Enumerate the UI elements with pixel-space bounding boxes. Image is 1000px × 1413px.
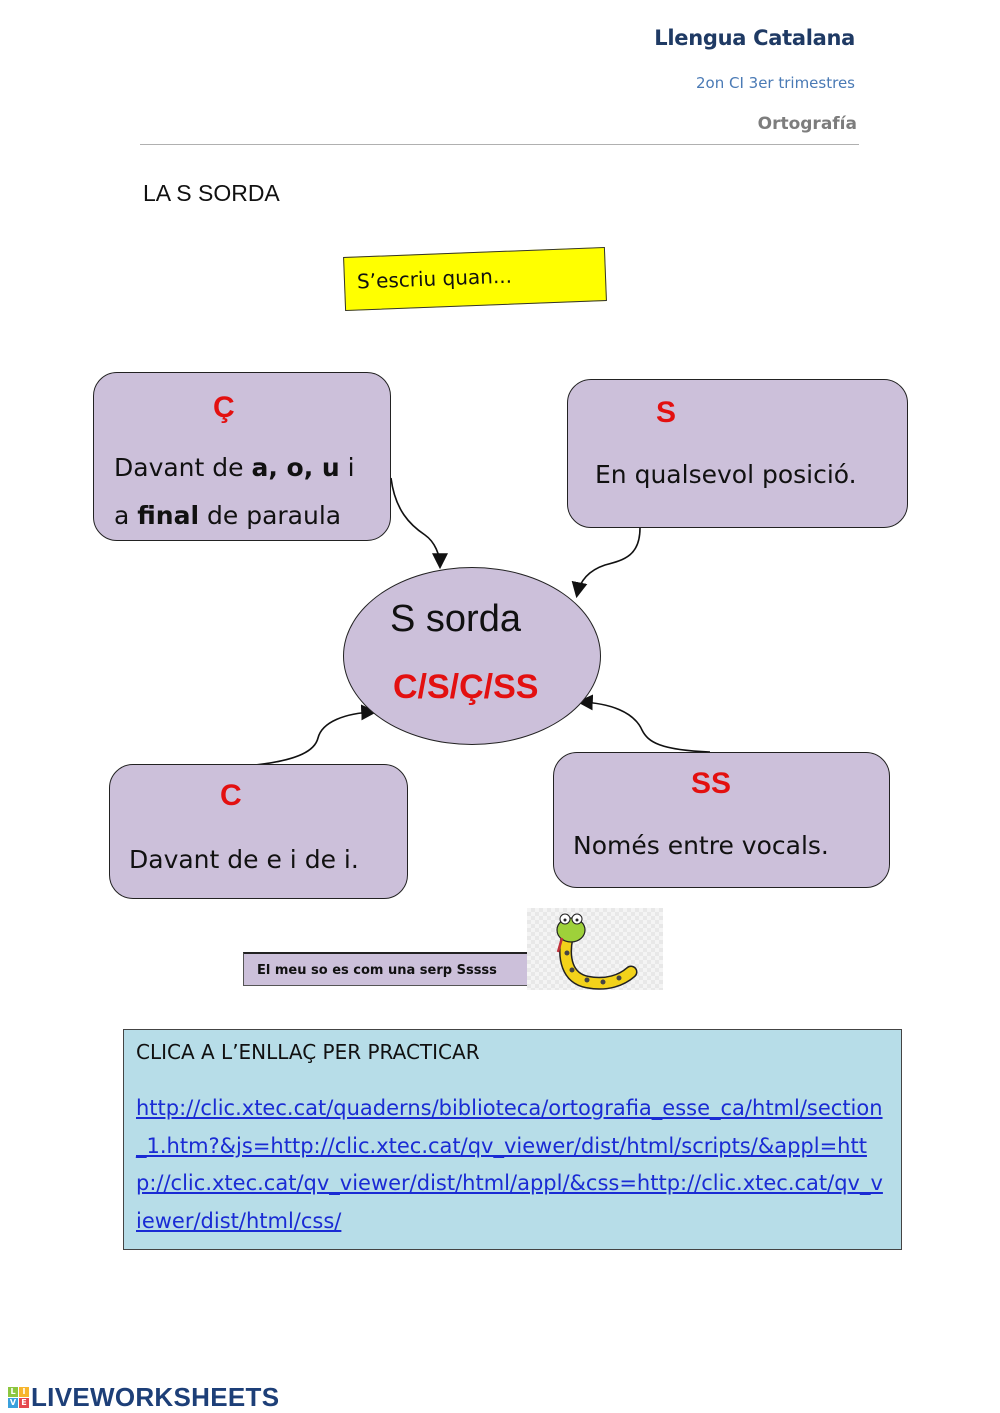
arrow-cedilla-to-center xyxy=(391,478,440,566)
practice-heading: CLICA A L’ENLLAÇ PER PRACTICAR xyxy=(136,1040,480,1064)
logo-wordmark: LIVEWORKSHEETS xyxy=(31,1382,280,1412)
snake-illustration xyxy=(527,908,663,990)
arrow-ss-to-center xyxy=(580,702,710,752)
rule-letter: S xyxy=(656,396,677,429)
arrow-s-to-center xyxy=(577,528,640,595)
rule-description-line2: a final de paraula xyxy=(114,501,342,530)
rule-box-s xyxy=(567,379,908,528)
arrow-c-to-center xyxy=(255,712,374,765)
sticky-note-text: S’escriu quan... xyxy=(356,263,513,294)
page-title: LA S SORDA xyxy=(143,180,280,206)
rule-description: Davant de e i de i. xyxy=(129,845,359,874)
rule-box-ss xyxy=(553,752,890,888)
rule-description: En qualsevol posició. xyxy=(595,460,857,489)
center-title: S sorda xyxy=(390,598,521,640)
subject-title: Llengua Catalana xyxy=(654,26,855,50)
center-letters: C/S/Ç/SS xyxy=(393,668,539,706)
liveworksheets-logo[interactable] xyxy=(8,1382,279,1413)
rule-letter: C xyxy=(220,779,242,812)
practice-link[interactable]: http://clic.xtec.cat/quaderns/biblioteca/ortografia_esse_ca/html/section_1.htm?&js=http://clic.xtec.cat/qv_viewer/dist/html/scripts/&appl=http://clic.xtec.cat/qv_viewer/dist/html/appl/&css=http://clic.xtec.cat/qv_viewer/dist/html/css/ xyxy=(136,1096,883,1233)
rule-description: Només entre vocals. xyxy=(573,831,829,860)
rule-letter: Ç xyxy=(213,391,235,424)
rule-box-cedilla xyxy=(93,372,391,541)
snake-caption: El meu so es com una serp Sssss xyxy=(257,963,497,978)
center-concept xyxy=(343,567,601,745)
snake-icon xyxy=(527,908,663,990)
logo-mark-icon: L I V E xyxy=(8,1387,29,1408)
topic-label: Ortografía xyxy=(757,114,857,134)
rule-letter: SS xyxy=(691,767,732,800)
rule-box-c xyxy=(109,764,408,899)
rule-description: Davant de a, o, u i xyxy=(114,453,355,482)
course-label: 2on CI 3er trimestres xyxy=(695,74,855,92)
snake-caption-bar xyxy=(243,952,533,986)
